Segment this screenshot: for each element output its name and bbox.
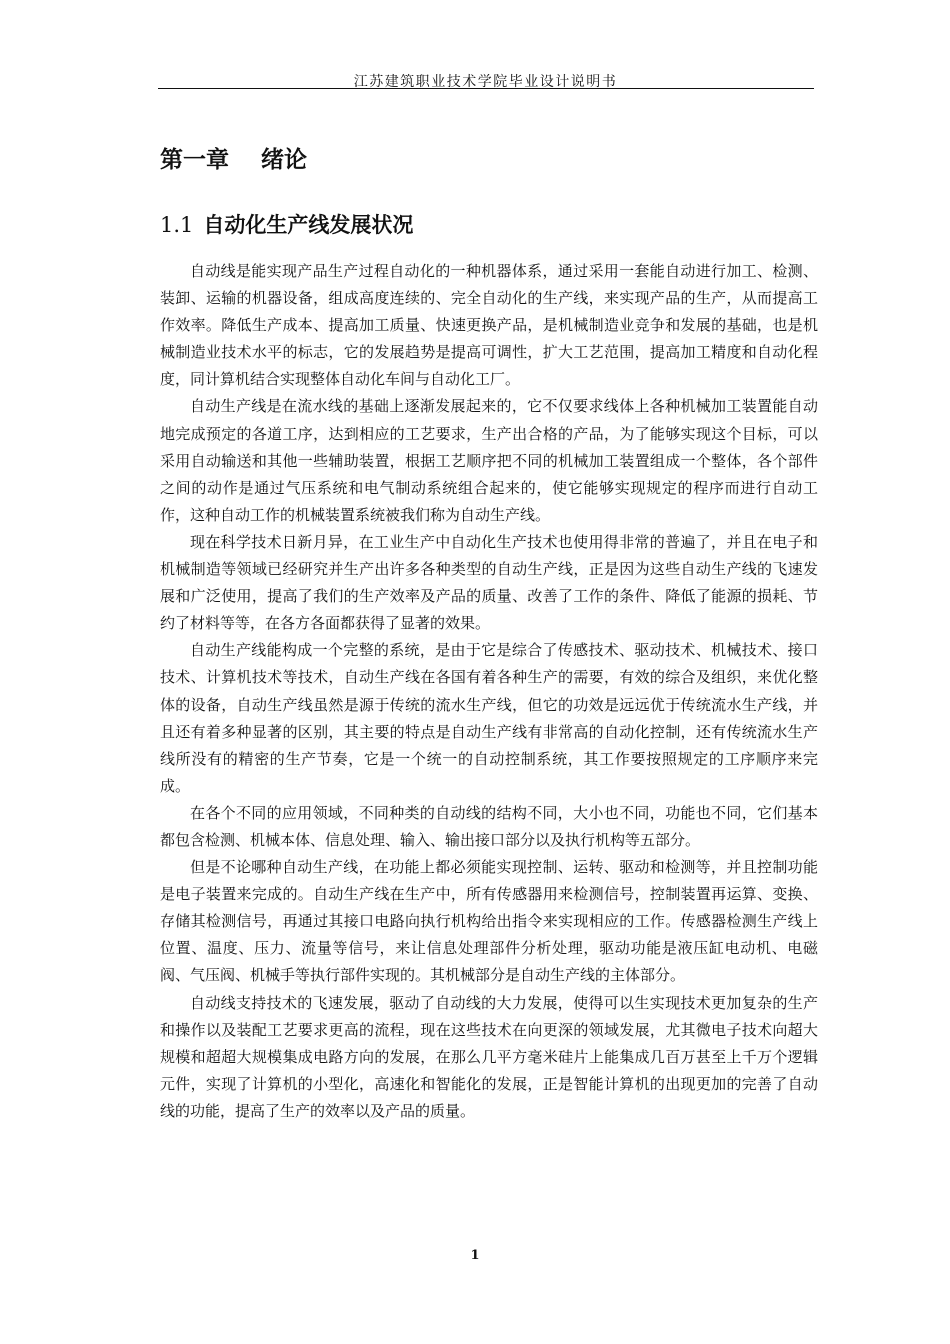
page-number: 1	[470, 1248, 480, 1263]
paragraph: 自动线是能实现产品生产过程自动化的一种机器体系，通过采用一套能自动进行加工、检测、装卸、运输的机器设备，组成高度连续的、完全自动化的生产线，来实现产品的生产，从而提高工作效率。降低生产成本、提高加工质量、快速更换产品，是机械制造业竞争和发展的基础，也是机械制造业技术水平的标志，它的发展趋势是提高可调性，扩大工艺范围，提高加工精度和自动化程度，同计算机结合实现整体自动化车间与自动化工厂。	[160, 262, 818, 389]
paragraph: 自动线支持技术的飞速发展，驱动了自动线的大力发展，使得可以生实现技术更加复杂的生产和操作以及装配工艺要求更高的流程，现在这些技术在向更深的领域发展，尤其微电子技术向超大规模和超超大规模集成电路方向的发展，在那么几平方毫米硅片上能集成几百万甚至上千万个逻辑元件，实现了计算机的小型化，高速化和智能化的发展，正是智能计算机的出现更加的完善了自动线的功能，提高了生产的效率以及产品的质量。	[160, 993, 818, 1120]
section-heading-text: 自动化生产线发展状况	[203, 213, 414, 237]
paragraph: 在各个不同的应用领域，不同种类的自动线的结构不同，大小也不同，功能也不同，它们基本都包含检测、机械本体、信息处理、输入、输出接口部分以及执行机构等五部分。	[160, 803, 818, 849]
header-rule	[158, 88, 814, 89]
page-header-title: 江苏建筑职业技术学院毕业设计说明书	[353, 74, 618, 90]
body-text	[160, 258, 818, 1125]
paragraph: 但是不论哪种自动生产线，在功能上都必须能实现控制、运转、驱动和检测等，并且控制功能是电子装置来完成的。自动生产线在生产中，所有传感器用来检测信号，控制装置再运算、变换、存储其检测信号，再通过其接口电路向执行机构给出指令来实现相应的工作。传感器检测生产线上位置、温度、压力、流量等信号，来让信息处理部件分析处理，驱动功能是液压缸电动机、电磁阀、气压阀、机械手等执行部件实现的。其机械部分是自动生产线的主体部分。	[160, 858, 818, 985]
section-title	[160, 209, 413, 239]
paragraph: 现在科学技术日新月异，在工业生产中自动化生产技术也使用得非常的普遍了，并且在电子和机械制造等领域已经研究并生产出许多各种类型的自动生产线，正是因为这些自动生产线的飞速发展和广泛使用，提高了我们的生产效率及产品的质量、改善了工作的条件、降低了能源的损耗、节约了材料等等，在各方各面都获得了显著的效果。	[160, 532, 818, 633]
section-number: 1.1	[160, 213, 194, 237]
paragraph: 自动生产线能构成一个完整的系统，是由于它是综合了传感技术、驱动技术、机械技术、接口技术、计算机技术等技术，自动生产线在各国有着各种生产的需要，有效的综合及组织，来优化整体的设备，自动生产线虽然是源于传统的流水生产线，但它的功效是远远优于传统流水生产线，并且还有着多种显著的区别，其主要的特点是自动生产线有非常高的自动化控制，还有传统流水生产线所没有的精密的生产节奏，它是一个统一的自动控制系统，其工作要按照规定的工序顺序来完成。	[160, 641, 818, 795]
paragraph: 自动生产线是在流水线的基础上逐渐发展起来的，它不仅要求线体上各种机械加工装置能自动地完成预定的各道工序，达到相应的工艺要求，生产出合格的产品，为了能够实现这个目标，可以采用自动输送和其他一些辅助装置，根据工艺顺序把不同的机械加工装置组成一个整体，各个部件之间的动作是通过气压系统和电气制动系统组合起来的，使它能够实现规定的程序而进行自动工作，这种自动工作的机械装置系统被我们称为自动生产线。	[160, 397, 818, 524]
chapter-title: 第一章 绪论	[160, 147, 308, 173]
